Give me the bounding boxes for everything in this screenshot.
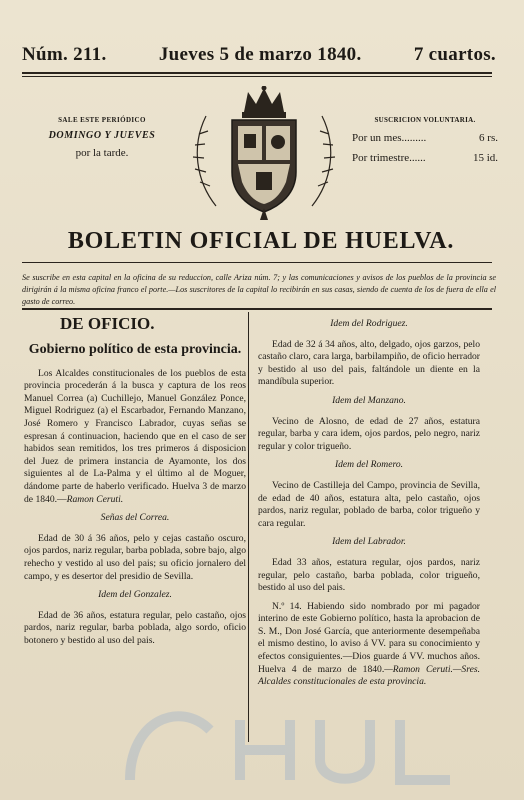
subscription-heading: SUSCRICION VOLUNTARIA. xyxy=(374,116,476,124)
title-rule xyxy=(22,262,492,263)
article-paragraph: Edad de 30 á 36 años, pelo y cejas castaño oscuro, ojos pardos, nariz regular, barba poblada, sobre bajo, algo rehecho y vestido al uso del pais; su oficio jornalero del campo, y es desertor del presidio de Sevilla. xyxy=(24,532,246,582)
issue-date: Jueves 5 de marzo 1840. xyxy=(158,44,362,65)
masthead-rule xyxy=(22,72,492,74)
article-title: Gobierno político de esta provincia. xyxy=(28,341,242,357)
article-paragraph: Los Alcaldes constitucionales de los pueblos de esta provincia procederán á la busca y captura de los reos Manuel Correa (a) Cuchillejo, Manuel González Ponce, Miguel Rodriguez (a) el Escarbador, Fernando Manzano, José Romero y Francisco Labrador, cuyas señas se espresan á continuacion, haciendo que en el caso de ser habidos sean remitidos, los tres primeros á disposicion del Juez de primera instancia de Ayamonte, los dos siguientes al de La-Palma y el último al de Moguer, dándome parte de haberlo verificado. Huelva 3 de marzo de 1840.—Ramon Ceruti. xyxy=(24,367,246,505)
article-paragraph: Vecino de Castilleja del Campo, provincia de Sevilla, de edad de 40 años, estatura alta, pelo castaño, ojos pardos, nariz regular, poblado de barba, color trigueño y cara regular. xyxy=(258,479,480,529)
masthead-rule-thin xyxy=(22,76,492,77)
archive-watermark-icon xyxy=(120,690,480,790)
section-heading: DE OFICIO. xyxy=(60,314,155,333)
publication-days-heading: SALE ESTE PERIÓDICO xyxy=(58,116,146,124)
notice-rule xyxy=(22,308,492,310)
signature: —Ramon Ceruti.—Sres. Alcaldes constitucionales de esta provincia. xyxy=(258,663,480,688)
right-column xyxy=(258,316,480,695)
subheading: Idem del Manzano. xyxy=(332,394,406,406)
publication-days xyxy=(28,116,176,159)
subscription-monthly: Por un mes......... 6 rs. xyxy=(352,132,498,144)
subheading: Idem del Labrador. xyxy=(332,536,406,548)
column-divider xyxy=(248,312,249,742)
subheading: Idem del Romero. xyxy=(334,459,404,471)
subheading: Idem del Rodriguez. xyxy=(330,318,408,329)
subheading: Idem del Gonzalez. xyxy=(98,589,172,601)
issue-price: 7 cuartos. xyxy=(413,44,496,65)
article-paragraph: Edad 33 años, estatura regular, ojos pardos, nariz regular, pelo castaño, barba poblada, color trigueño, bestido al uso del pais. xyxy=(258,556,480,594)
subscription-quarterly: Por trimestre...... 15 id. xyxy=(352,152,498,164)
article-paragraph: Vecino de Alosno, de edad de 27 años, estatura regular, barba y cara idem, ojos pardos, pelo negro, nariz regular y color trigueño. xyxy=(258,415,480,452)
masthead xyxy=(22,44,496,66)
royal-coat-of-arms-icon xyxy=(176,86,352,220)
subheading: Señas del Correa. xyxy=(100,512,170,524)
publication-days-text: DOMINGO Y JUEVES xyxy=(48,130,156,141)
subscription-info xyxy=(352,116,498,164)
subscription-notice: Se suscribe en esta capital en la oficina de su reduccion, calle Ariza núm. 7; y las comunicaciones y avisos de los pueblos de la provincia se dirigirán á la misma oficina franco el porte.—Los suscritores de la capital lo recibirán en sus casas, siendo de cuenta de los de fuera de ella el gasto de correo. xyxy=(22,273,496,306)
newspaper-title: BOLETIN OFICIAL DE HUELVA. xyxy=(67,228,455,254)
signature: Ramon Ceruti. xyxy=(66,493,124,505)
publication-time: por la tarde. xyxy=(75,147,129,159)
article-paragraph: Edad de 32 á 34 años, alto, delgado, ojos garzos, pelo castaño claro, cara larga, barbilampiño, de oficio herrador y bestido al uso del pais, faltándole un diente en la mandíbula superior. xyxy=(258,338,480,388)
issue-number: Núm. 211. xyxy=(22,44,107,65)
left-column xyxy=(24,316,246,653)
article-paragraph: Edad de 36 años, estatura regular, pelo castaño, ojos pardos, nariz regular, barba poblada, algo sordo, oficio botonero y bestido al uso del pais. xyxy=(24,609,246,646)
article-paragraph: N.º 14. Habiendo sido nombrado por mi pagador interino de este Gobierno político, hasta la aprobacion de S. M., Don José García, que anteriormente desempeñaba el mismo destino, lo aviso á VV. para su conocimiento y efectos consiguientes.—Dios guarde á VV. muchos años. Huelva 4 de marzo de 1840.—Ramon Ceruti.—Sres. Alcaldes constitucionales de esta provincia. xyxy=(258,600,480,688)
